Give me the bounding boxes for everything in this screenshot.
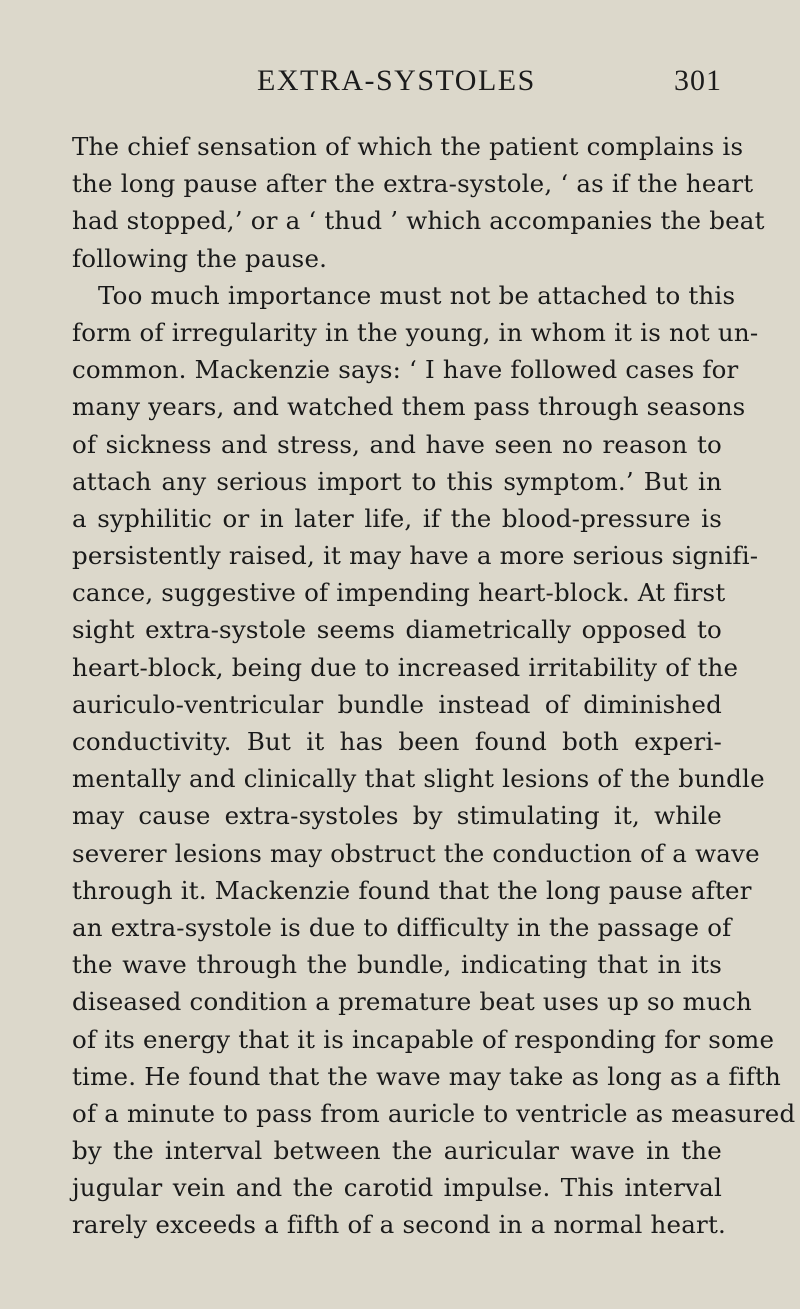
text-line: may cause extra-systoles by stimulating it, while xyxy=(72,801,722,831)
text-line: common. Mackenzie says: ‘ I have followed cases for xyxy=(72,355,739,385)
text-line: severer lesions may obstruct the conduction of a wave xyxy=(72,838,760,868)
text-line: mentally and clinically that slight lesions of the bundle xyxy=(72,764,765,794)
running-title: EXTRA-SYSTOLES xyxy=(257,64,536,97)
text-line: cance, suggestive of impending heart-block. At first xyxy=(72,578,726,608)
text-line: Too much importance must not be attached to this xyxy=(98,280,736,310)
text-line: jugular vein and the carotid impulse. This interval xyxy=(72,1173,722,1203)
text-line: attach any serious import to this symptom.’ But in xyxy=(72,466,722,496)
text-line: the wave through the bundle, indicating that in its xyxy=(72,950,722,980)
text-line: the long pause after the extra-systole, ‘ as if the heart xyxy=(72,169,754,199)
text-line: time. He found that the wave may take as long as a fifth xyxy=(72,1061,781,1091)
page-number: 301 xyxy=(674,64,722,97)
text-line: a syphilitic or in later life, if the blood-pressure is xyxy=(72,503,722,533)
text-line: of a minute to pass from auricle to ventricle as measured xyxy=(72,1098,796,1128)
text-line: persistently raised, it may have a more serious signifi- xyxy=(72,541,759,571)
text-line: through it. Mackenzie found that the long pause after xyxy=(72,875,752,905)
text-line: had stopped,’ or a ‘ thud ’ which accompanies the beat xyxy=(72,206,765,236)
text-line: The chief sensation of which the patient complains is xyxy=(72,132,744,161)
text-line: of its energy that it is incapable of responding for some xyxy=(72,1024,775,1054)
text-line: following the pause. xyxy=(72,243,328,273)
text-line: sight extra-systole seems diametrically opposed to xyxy=(72,615,722,645)
text-line: many years, and watched them pass through seasons xyxy=(72,392,746,422)
text-line: diseased condition a premature beat uses up so much xyxy=(72,987,752,1017)
text-line: heart-block, being due to increased irritability of the xyxy=(72,652,739,682)
body-text xyxy=(72,128,796,1244)
text-line: rarely exceeds a fifth of a second in a normal heart. xyxy=(72,1210,726,1240)
text-line: of sickness and stress, and have seen no reason to xyxy=(72,429,722,459)
text-line: auriculo-ventricular bundle instead of diminished xyxy=(72,689,722,719)
text-line: by the interval between the auricular wave in the xyxy=(72,1136,722,1166)
text-line: an extra-systole is due to difficulty in the passage of xyxy=(72,912,732,942)
text-line: form of irregularity in the young, in whom it is not un- xyxy=(72,317,759,347)
running-head xyxy=(72,61,722,101)
text-line: conductivity. But it has been found both experi- xyxy=(72,727,722,756)
